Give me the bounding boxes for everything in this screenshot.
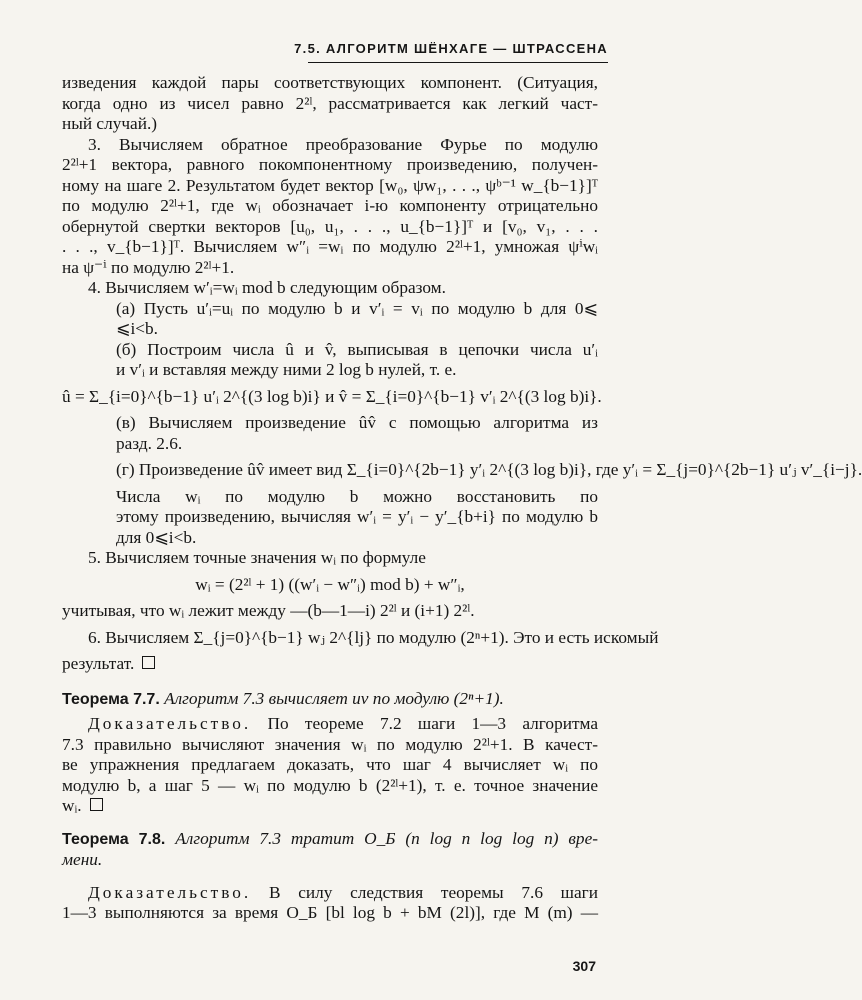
text-line: и v′ᵢ и вставляя между ними 2 log b нулей, т. е. (116, 360, 457, 379)
page-number: 307 (572, 958, 596, 974)
proof-line: ве упражнения предлагаем доказать, что шаг 4 вычисляет wᵢ по (62, 755, 598, 774)
text-line: ный случай.) (62, 114, 158, 133)
theorem-7-8 (62, 829, 598, 851)
qed-icon (142, 656, 155, 669)
text-line: ⩽i<b. (116, 319, 158, 338)
text-line: ному на шаге 2. Результатом будет вектор [w₀, ψw₁, . . ., ψᵇ⁻¹ w_{b−1}]ᵀ (62, 175, 598, 195)
result-text: результат. (62, 654, 135, 673)
proof-text: По теореме 7.2 шаги 1—3 алгоритма (267, 714, 599, 733)
text-line: на ψ⁻ⁱ по модулю 2²ˡ+1. (62, 257, 235, 277)
theorem-statement: мени. (62, 850, 103, 869)
substep-b: (б) Построим числа û и v̂, выписывая в цепочки числа u′ᵢ (116, 339, 598, 359)
text-line: Числа wᵢ по модулю b можно восстановить по (116, 486, 598, 506)
step-5-line: 5. Вычисляем точные значения wᵢ по формуле (88, 548, 426, 567)
text-line: когда одно из чисел равно 2²ˡ, рассматривается как легкий част- (62, 93, 598, 113)
theorem-7-7 (62, 689, 598, 711)
text-line: разд. 2.6. (116, 433, 183, 453)
running-head: 7.5. АЛГОРИТМ ШЁНХАГЕ — ШТРАССЕНА (294, 41, 608, 56)
proof-text: В силу следствия теоремы 7.6 шаги (268, 882, 598, 902)
proof-line (62, 883, 598, 904)
step-6-line: 6. Вычисляем Σ_{j=0}^{b−1} wⱼ 2^{lj} по модулю (2ⁿ+1). Это и есть искомый (88, 627, 659, 647)
text-line (62, 654, 598, 675)
equation-u-v-hat: û = Σ_{i=0}^{b−1} u′ᵢ 2^{(3 log b)i} и v̂ = Σ_{i=0}^{b−1} v′ᵢ 2^{(3 log b)i}. (62, 386, 602, 406)
proof-text: wᵢ. (62, 796, 82, 815)
proof-line: модулю b, а шаг 5 — wᵢ по модулю b (2²ˡ+1), т. е. точное значение (62, 775, 598, 795)
substep-d: (г) Произведение ûv̂ имеет вид Σ_{i=0}^{2b−1} y′ᵢ 2^{(3 log b)i}, где y′ᵢ = Σ_{j=0}^{2b−1} u′ⱼ v′_{i−j}. (116, 460, 862, 479)
text-line: обернутой свертки векторов [u₀, u₁, . . ., u_{b−1}]ᵀ и [v₀, v₁, . . . (62, 216, 598, 236)
header-rule (308, 62, 608, 63)
qed-icon (90, 798, 103, 811)
proof-line: 1—3 выполняются за время O_Б [bl log b + bM (2l)], где M (m) — (62, 903, 598, 922)
page-body (62, 73, 862, 924)
theorem-title: Теорема 7.7. (62, 690, 160, 708)
proof-line: 7.3 правильно вычисляют значения wᵢ по модулю 2²ˡ+1. В качест- (62, 734, 598, 754)
substep-a: (а) Пусть u′ᵢ=uᵢ по модулю b и v′ᵢ = vᵢ по модулю b для 0⩽ (116, 298, 598, 318)
theorem-statement-cont (62, 850, 598, 871)
proof-word: Доказательство. (88, 882, 252, 902)
text-line: 2²ˡ+1 вектора, равного покомпонентному произведению, получен- (62, 155, 598, 174)
text-line: учитывая, что wᵢ лежит между —(b—1—i) 2²ˡ и (i+1) 2²ˡ. (62, 601, 475, 620)
equation-w-exact: wᵢ = (2²ˡ + 1) ((w′ᵢ − w″ᵢ) mod b) + w″ᵢ, (195, 574, 465, 594)
proof-line (62, 714, 598, 735)
theorem-title: Теорема 7.8. (62, 830, 166, 848)
text-line: для 0⩽i<b. (116, 527, 197, 547)
substep-c: (в) Вычисляем произведение ûv̂ с помощью алгоритма из (116, 413, 598, 432)
proof-line (62, 796, 598, 817)
text-line: . . ., v_{b−1}]ᵀ. Вычисляем w″ᵢ =wᵢ по модулю 2²ˡ+1, умножая ψⁱwᵢ (62, 237, 598, 256)
theorem-statement: Алгоритм 7.3 вычисляет uv по модулю (2ⁿ+1). (164, 688, 504, 708)
step-3-line: 3. Вычисляем обратное преобразование Фурье по модулю (88, 134, 598, 154)
text-line: изведения каждой пары соответствующих компонент. (Ситуация, (62, 73, 598, 92)
text-line: этому произведению, вычисляя w′ᵢ = y′ᵢ − y′_{b+i} по модулю b (116, 507, 598, 526)
step-4-line: 4. Вычисляем w′ᵢ=wᵢ mod b следующим образом. (88, 278, 446, 297)
proof-word: Доказательство. (88, 714, 252, 733)
text-line: по модулю 2²ˡ+1, где wᵢ обозначает i-ю компоненту отрицательно (62, 196, 598, 215)
theorem-statement: Алгоритм 7.3 тратит O_Б (n log n log log n) вре- (175, 828, 598, 848)
